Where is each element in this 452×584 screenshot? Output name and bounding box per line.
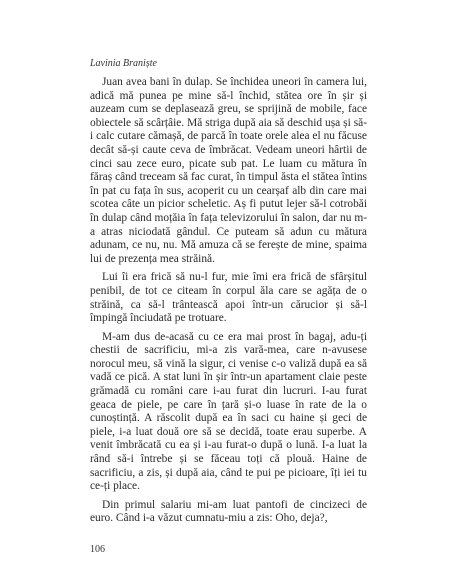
paragraph: Din primul salariu mi-am luat pantofi de cincizeci de euro. Când i-a văzut cumnatu-miu a zis: Oho, deja?,	[90, 498, 367, 525]
page-number: 106	[90, 544, 105, 555]
paragraph: Lui îi era frică să nu-l fur, mie îmi era frică de sfârșitul penibil, de tot ce citeam în corpul ăla care se agăța de o străină, ca să-l trântească apoi într-un cărucior și să-l împingă înciudată pe trotuare.	[90, 271, 367, 325]
running-header: Lavinia Braniște	[90, 58, 157, 69]
paragraph: Juan avea bani în dulap. Se închidea uneori în camera lui, adică mă punea pe mine să-l închid, stătea ore în șir și auzeam cum se deplasează greu, se sprijină de mobile, face obiectele să scârțâie. Mă striga după aia să deschid ușa și să-i calc cutare cămașă, de parcă în toate orele alea el nu făcuse decât să-și caute ceva de îmbrăcat. Vedeam uneori hârtii de cinci sau zece euro, picate sub pat. Le luam cu mătura în făraș când treceam să fac curat, în timpul ăsta el stătea întins în pat cu fața în sus, acoperit cu un cearșaf alb din care mai scotea câte un picior scheletic. Aș fi putut lejer să-l cotrobăi în dulap când moțăia în fața televizorului în salon, dar nu m-a atras niciodată gândul. Ce puteam să adun cu mătura adunam, ce nu, nu. Mă amuza că se ferește de mine, spaima lui de prezența mea străină.	[90, 76, 367, 265]
paragraph: M-am dus de-acasă cu ce era mai prost în bagaj, adu-ți chestii de sacrificiu, mi-a zis vară-mea, care n-avusese norocul meu, să vină la sigur, ci venise c-o valiză după ea să vadă ce pică. A stat luni în șir într-un apartament claie peste grămadă cu români care i-au furat din lucruri. I-au furat geaca de piele, pe care în țară și-o luase în rate de la o cunoștință. A răscolit după ea în saci cu haine și geci de piele, i-a luat două ore să se decidă, toate erau superbe. A venit îmbrăcată cu ea și i-au furat-o după o lună. I-a luat la rând să-i întrebe și se făceau toți că plouă. Haine de sacrificiu, a zis, și după aia, când te pui pe picioare, îți iei tu ce-ți place.	[90, 330, 367, 493]
body-text	[90, 76, 367, 526]
